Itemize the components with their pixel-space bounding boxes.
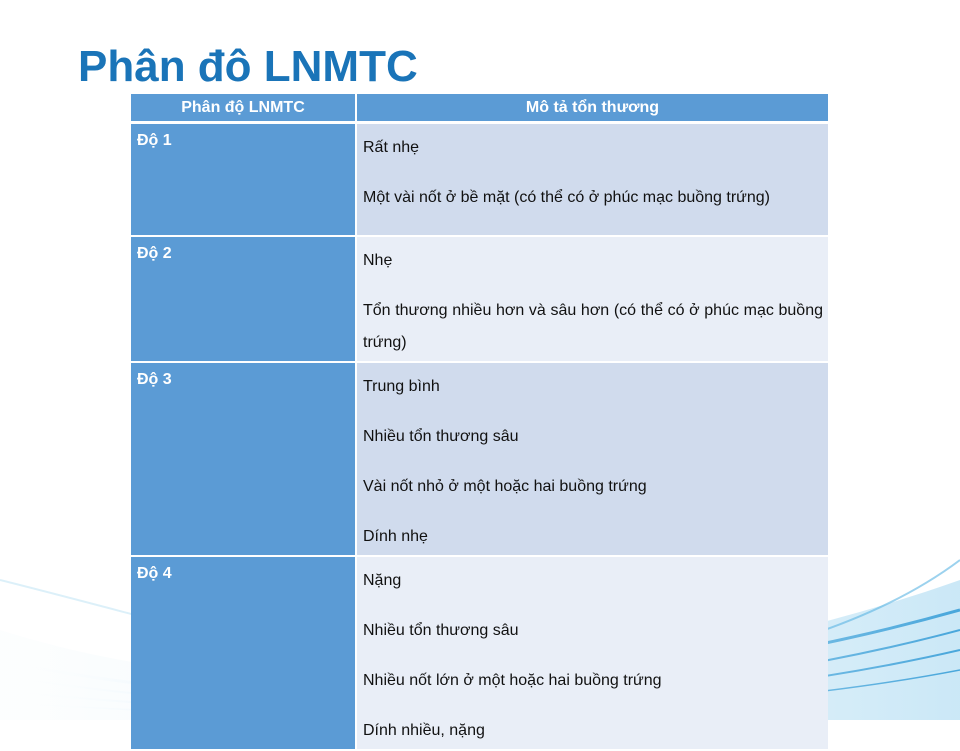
description-line: Dính nhiều, nặng [363,721,485,739]
grade-cell: Độ 1 [131,123,356,236]
column-header-description: Mô tả tổn thương [356,94,828,123]
grade-cell: Độ 4 [131,556,356,750]
table-row [131,362,828,556]
table-row [131,236,828,362]
grading-table [131,94,828,751]
description-line: Nhiều nốt lớn ở một hoặc hai buồng trứng [363,671,662,689]
description-line: Nhẹ [363,251,393,269]
table-row [131,123,828,236]
description-line: Dính nhẹ [363,527,428,545]
description-line: Rất nhẹ [363,139,420,156]
description-cell [356,362,828,556]
description-line: Nặng [363,571,402,589]
table-row [131,556,828,750]
grade-cell: Độ 3 [131,362,356,556]
table-header-row [131,94,828,123]
description-line: Vài nốt nhỏ ở một hoặc hai buồng trứng [363,477,647,495]
description-line: Tổn thương nhiều hơn và sâu hơn (có thể có ở phúc mạc buồng trứng) [363,301,823,351]
column-header-grade: Phân độ LNMTC [131,94,356,123]
grade-cell: Độ 2 [131,236,356,362]
description-line: Một vài nốt ở bề mặt (có thể có ở phúc mạc buồng trứng) [363,189,770,206]
description-line: Trung bình [363,377,440,395]
description-cell [356,123,828,236]
description-cell [356,556,828,750]
slide-title: Phân đô LNMTC [78,42,418,91]
description-line: Nhiều tổn thương sâu [363,427,519,445]
description-cell [356,236,828,362]
description-line: Nhiều tổn thương sâu [363,621,519,639]
